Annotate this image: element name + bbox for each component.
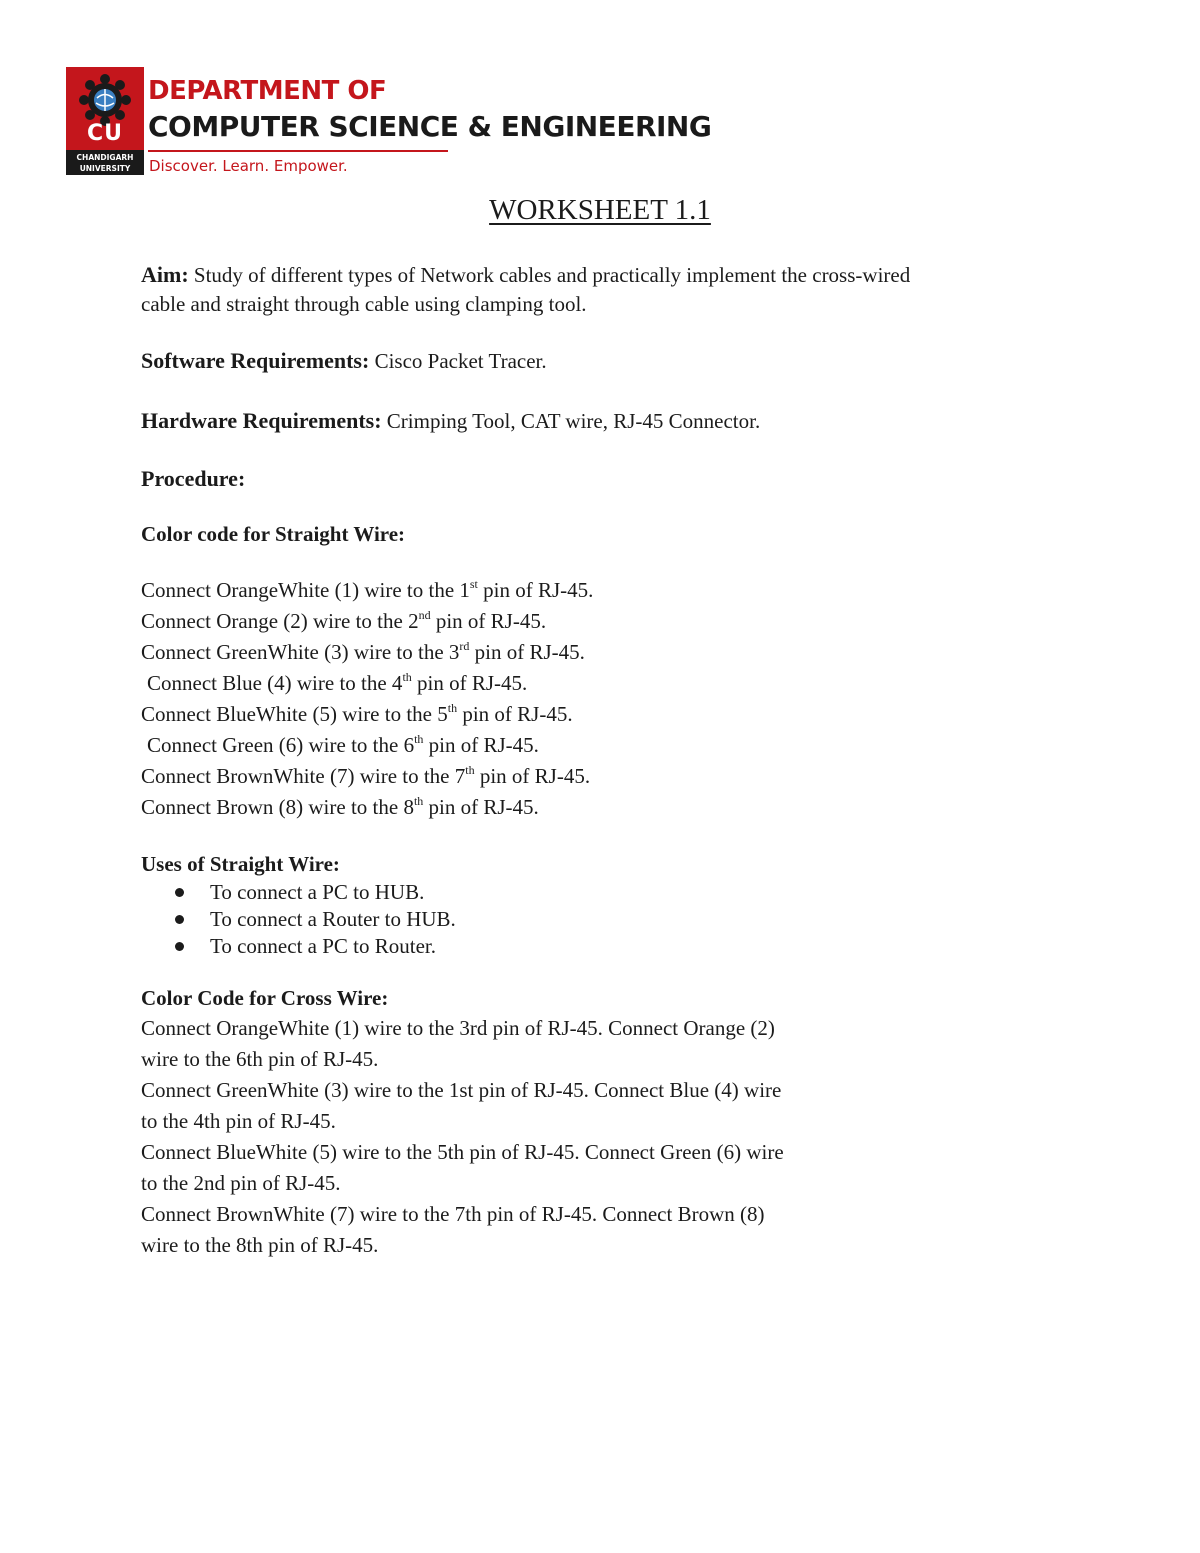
cross-wire-list <box>141 1013 881 1261</box>
logo-strip-line2: UNIVERSITY <box>79 164 131 173</box>
cross-wire-line: Connect BlueWhite (5) wire to the 5th pin of RJ-45. Connect Green (6) wire <box>141 1140 784 1164</box>
straight-wire-line: Connect Green (6) wire to the 6th pin of RJ-45. <box>147 732 539 757</box>
straight-wire-line: Connect Orange (2) wire to the 2nd pin of RJ-45. <box>141 608 547 633</box>
aim-paragraph <box>141 260 910 319</box>
university-logo <box>66 67 144 175</box>
bullet-icon <box>175 915 184 924</box>
straight-wire-line: Connect BlueWhite (5) wire to the 5th pin of RJ-45. <box>141 701 573 726</box>
cross-wire-line: to the 2nd pin of RJ-45. <box>141 1171 341 1195</box>
software-requirements <box>141 346 547 376</box>
university-tagline: Discover. Learn. Empower. <box>149 157 348 175</box>
straight-wire-line: Connect Brown (8) wire to the 8th pin of RJ-45. <box>141 794 539 819</box>
cross-wire-line: wire to the 8th pin of RJ-45. <box>141 1233 379 1257</box>
straight-wire-list <box>141 575 593 823</box>
cross-wire-line: Connect GreenWhite (3) wire to the 1st pin of RJ-45. Connect Blue (4) wire <box>141 1078 782 1102</box>
aim-text-line2: cable and straight through cable using clamping tool. <box>141 292 587 316</box>
hardware-requirements <box>141 406 760 436</box>
university-seal-icon <box>78 73 132 127</box>
worksheet-title: WORKSHEET 1.1 <box>489 194 711 226</box>
uses-heading: Uses of Straight Wire: <box>141 852 340 876</box>
logo-initials: CU <box>86 121 123 146</box>
straight-wire-line: Connect Blue (4) wire to the 4th pin of RJ-45. <box>147 670 528 695</box>
straight-wire-line: Connect BrownWhite (7) wire to the 7th pin of RJ-45. <box>141 763 591 788</box>
straight-wire-heading: Color code for Straight Wire: <box>141 522 406 546</box>
uses-list <box>210 879 456 960</box>
cross-wire-line: Connect OrangeWhite (1) wire to the 3rd pin of RJ-45. Connect Orange (2) <box>141 1016 775 1040</box>
list-item: To connect a PC to Router. <box>210 933 456 960</box>
cross-wire-line: Connect BrownWhite (7) wire to the 7th pin of RJ-45. Connect Brown (8) <box>141 1202 765 1226</box>
procedure-label: Procedure: <box>141 466 246 491</box>
department-heading-line2: COMPUTER SCIENCE & ENGINEERING <box>148 110 712 143</box>
software-value: Cisco Packet Tracer. <box>374 349 547 373</box>
straight-wire-line: Connect OrangeWhite (1) wire to the 1st pin of RJ-45. <box>141 577 594 602</box>
bullet-icon <box>175 888 184 897</box>
list-item: To connect a PC to HUB. <box>210 879 456 906</box>
list-item: To connect a Router to HUB. <box>210 906 456 933</box>
software-label: Software Requirements: <box>141 348 370 373</box>
logo-strip-line1: CHANDIGARH <box>76 153 134 162</box>
header-divider <box>148 150 448 152</box>
bullet-icon <box>175 942 184 951</box>
department-heading-line1: DEPARTMENT OF <box>148 76 387 106</box>
hardware-value: Crimping Tool, CAT wire, RJ-45 Connector. <box>386 409 761 433</box>
cross-wire-line: wire to the 6th pin of RJ-45. <box>141 1047 379 1071</box>
aim-text-line1: Study of different types of Network cables and practically implement the cross-wired <box>193 263 911 287</box>
straight-wire-line: Connect GreenWhite (3) wire to the 3rd pin of RJ-45. <box>141 639 585 664</box>
aim-label: Aim: <box>141 262 189 287</box>
hardware-label: Hardware Requirements: <box>141 408 382 433</box>
cross-wire-heading: Color Code for Cross Wire: <box>141 986 389 1010</box>
logo-university-name <box>66 150 144 175</box>
cross-wire-line: to the 4th pin of RJ-45. <box>141 1109 336 1133</box>
procedure-heading <box>141 464 245 494</box>
